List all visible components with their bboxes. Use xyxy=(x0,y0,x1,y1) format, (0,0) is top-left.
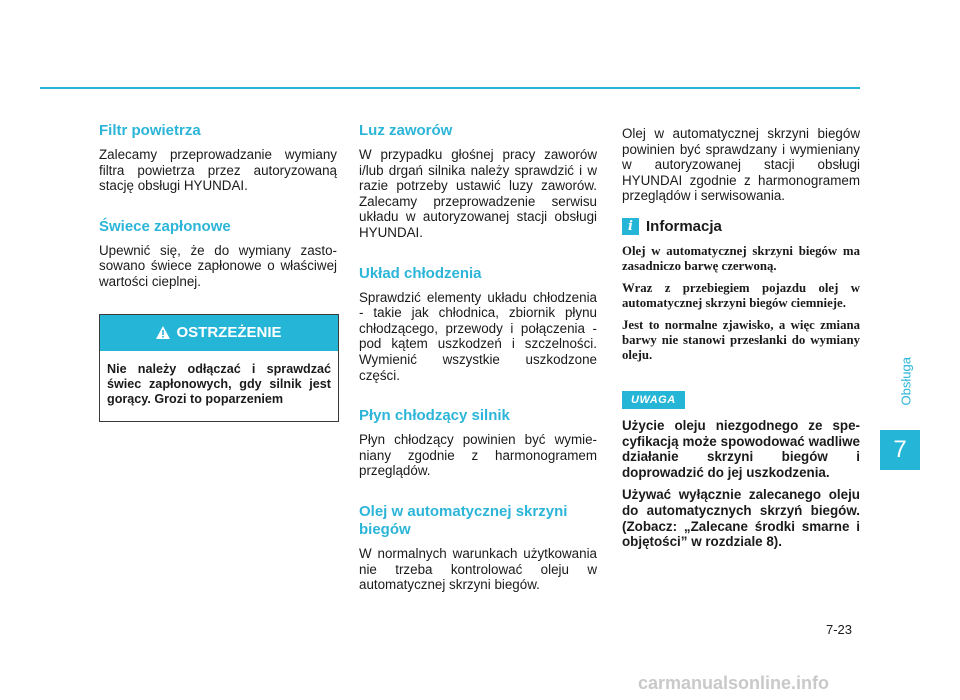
column-right xyxy=(622,126,860,557)
heading-coolant: Płyn chłodzący silnik xyxy=(359,407,510,425)
heading-spark-plugs: Świece zapłonowe xyxy=(99,217,231,235)
info-text-2: Wraz z przebiegiem pojazdu olej w automatycznej skrzyni biegów ciemnieje. xyxy=(622,280,860,310)
heading-air-filter: Filtr powietrza xyxy=(99,122,201,139)
text-cooling-system: Sprawdzić elementy układu chłodzenia - takie jak chłodnica, zbiornik płynu chłodzącego, przewody i połączenia - pod kątem uszkodzeń i szczelności. Wymienić wszystkie uszkodzone części. xyxy=(359,289,597,383)
column-left xyxy=(99,122,337,422)
warning-label: OSTRZEŻENIE xyxy=(176,324,282,342)
info-text-1: Olej w automatycznej skrzyni biegów ma zasadniczo barwę czerwoną. xyxy=(622,243,860,273)
warning-box xyxy=(99,314,339,422)
column-middle xyxy=(359,122,597,617)
info-header xyxy=(622,218,860,235)
info-icon: i xyxy=(622,218,639,235)
caution-text-2: Używać wyłącznie zalecanego oleju do automatycznych skrzyń biegów. (Zobacz: „Zalecane środki smarne i objętości” w rozdziale 8). xyxy=(622,487,860,550)
text-valve-clearance: W przypadku głośnej pracy zaworów i/lub drgań silnika należy sprawdzić i w razie potrzeby ustawić luzy zaworów. Zalecamy przeprowadzenie serwisu układu w autoryzowanej stacji obsługi HYUNDAI. xyxy=(359,147,597,240)
heading-cooling-system: Układ chłodzenia xyxy=(359,264,482,282)
caution-text-1: Użycie oleju niezgodnego ze specyfikacją może spowodować wadliwe działanie skrzyni biegów i doprowadzić do jej uszkodzenia. xyxy=(622,417,860,480)
top-rule xyxy=(40,87,860,89)
text-automatic-transmission-oil: W normalnych warunkach użytkowania nie trzeba kontrolować oleju w automatycznej skrzyni biegów. xyxy=(359,545,597,593)
warning-text: Nie należy odłączać i sprawdzać świec zapłonowych, gdy silnik jest gorący. Grozi to poparzeniem xyxy=(107,361,331,407)
text-coolant: Płyn chłodzący powinien być wymieniany zgodnie z harmonogramem przeglądów. xyxy=(359,432,597,479)
info-title: Informacja xyxy=(646,217,722,235)
warning-header xyxy=(100,315,338,351)
section-side-label: Obsługa xyxy=(898,357,914,406)
text-spark-plugs: Upewnić się, że do wymiany zastosowano świece zapłonowe o właściwej wartości cieplnej. xyxy=(99,242,337,289)
text-air-filter: Zalecamy przeprowadzanie wymiany filtra powietrza przez autoryzowaną stację obsługi HYUNDAI. xyxy=(99,147,337,194)
chapter-tab: 7 xyxy=(880,430,920,470)
watermark: carmanualsonline.info xyxy=(638,673,830,693)
info-text-3: Jest to normalne zjawisko, a więc zmiana barwy nie stanowi przesłanki do wymiany oleju. xyxy=(622,317,860,362)
heading-valve-clearance: Luz zaworów xyxy=(359,122,453,139)
heading-automatic-transmission-oil: Olej w automatycznej skrzyni biegów xyxy=(359,502,568,538)
text-transmission-service: Olej w automatycznej skrzyni biegów powinien być sprawdzany i wymieniany w autoryzowanej stacji obsługi HYUNDAI zgodnie z harmonogramem przeglądów i serwisowania. xyxy=(622,126,860,204)
warning-triangle-icon xyxy=(156,326,170,339)
page-number: 7-23 xyxy=(826,622,853,637)
caution-badge: UWAGA xyxy=(622,391,685,409)
